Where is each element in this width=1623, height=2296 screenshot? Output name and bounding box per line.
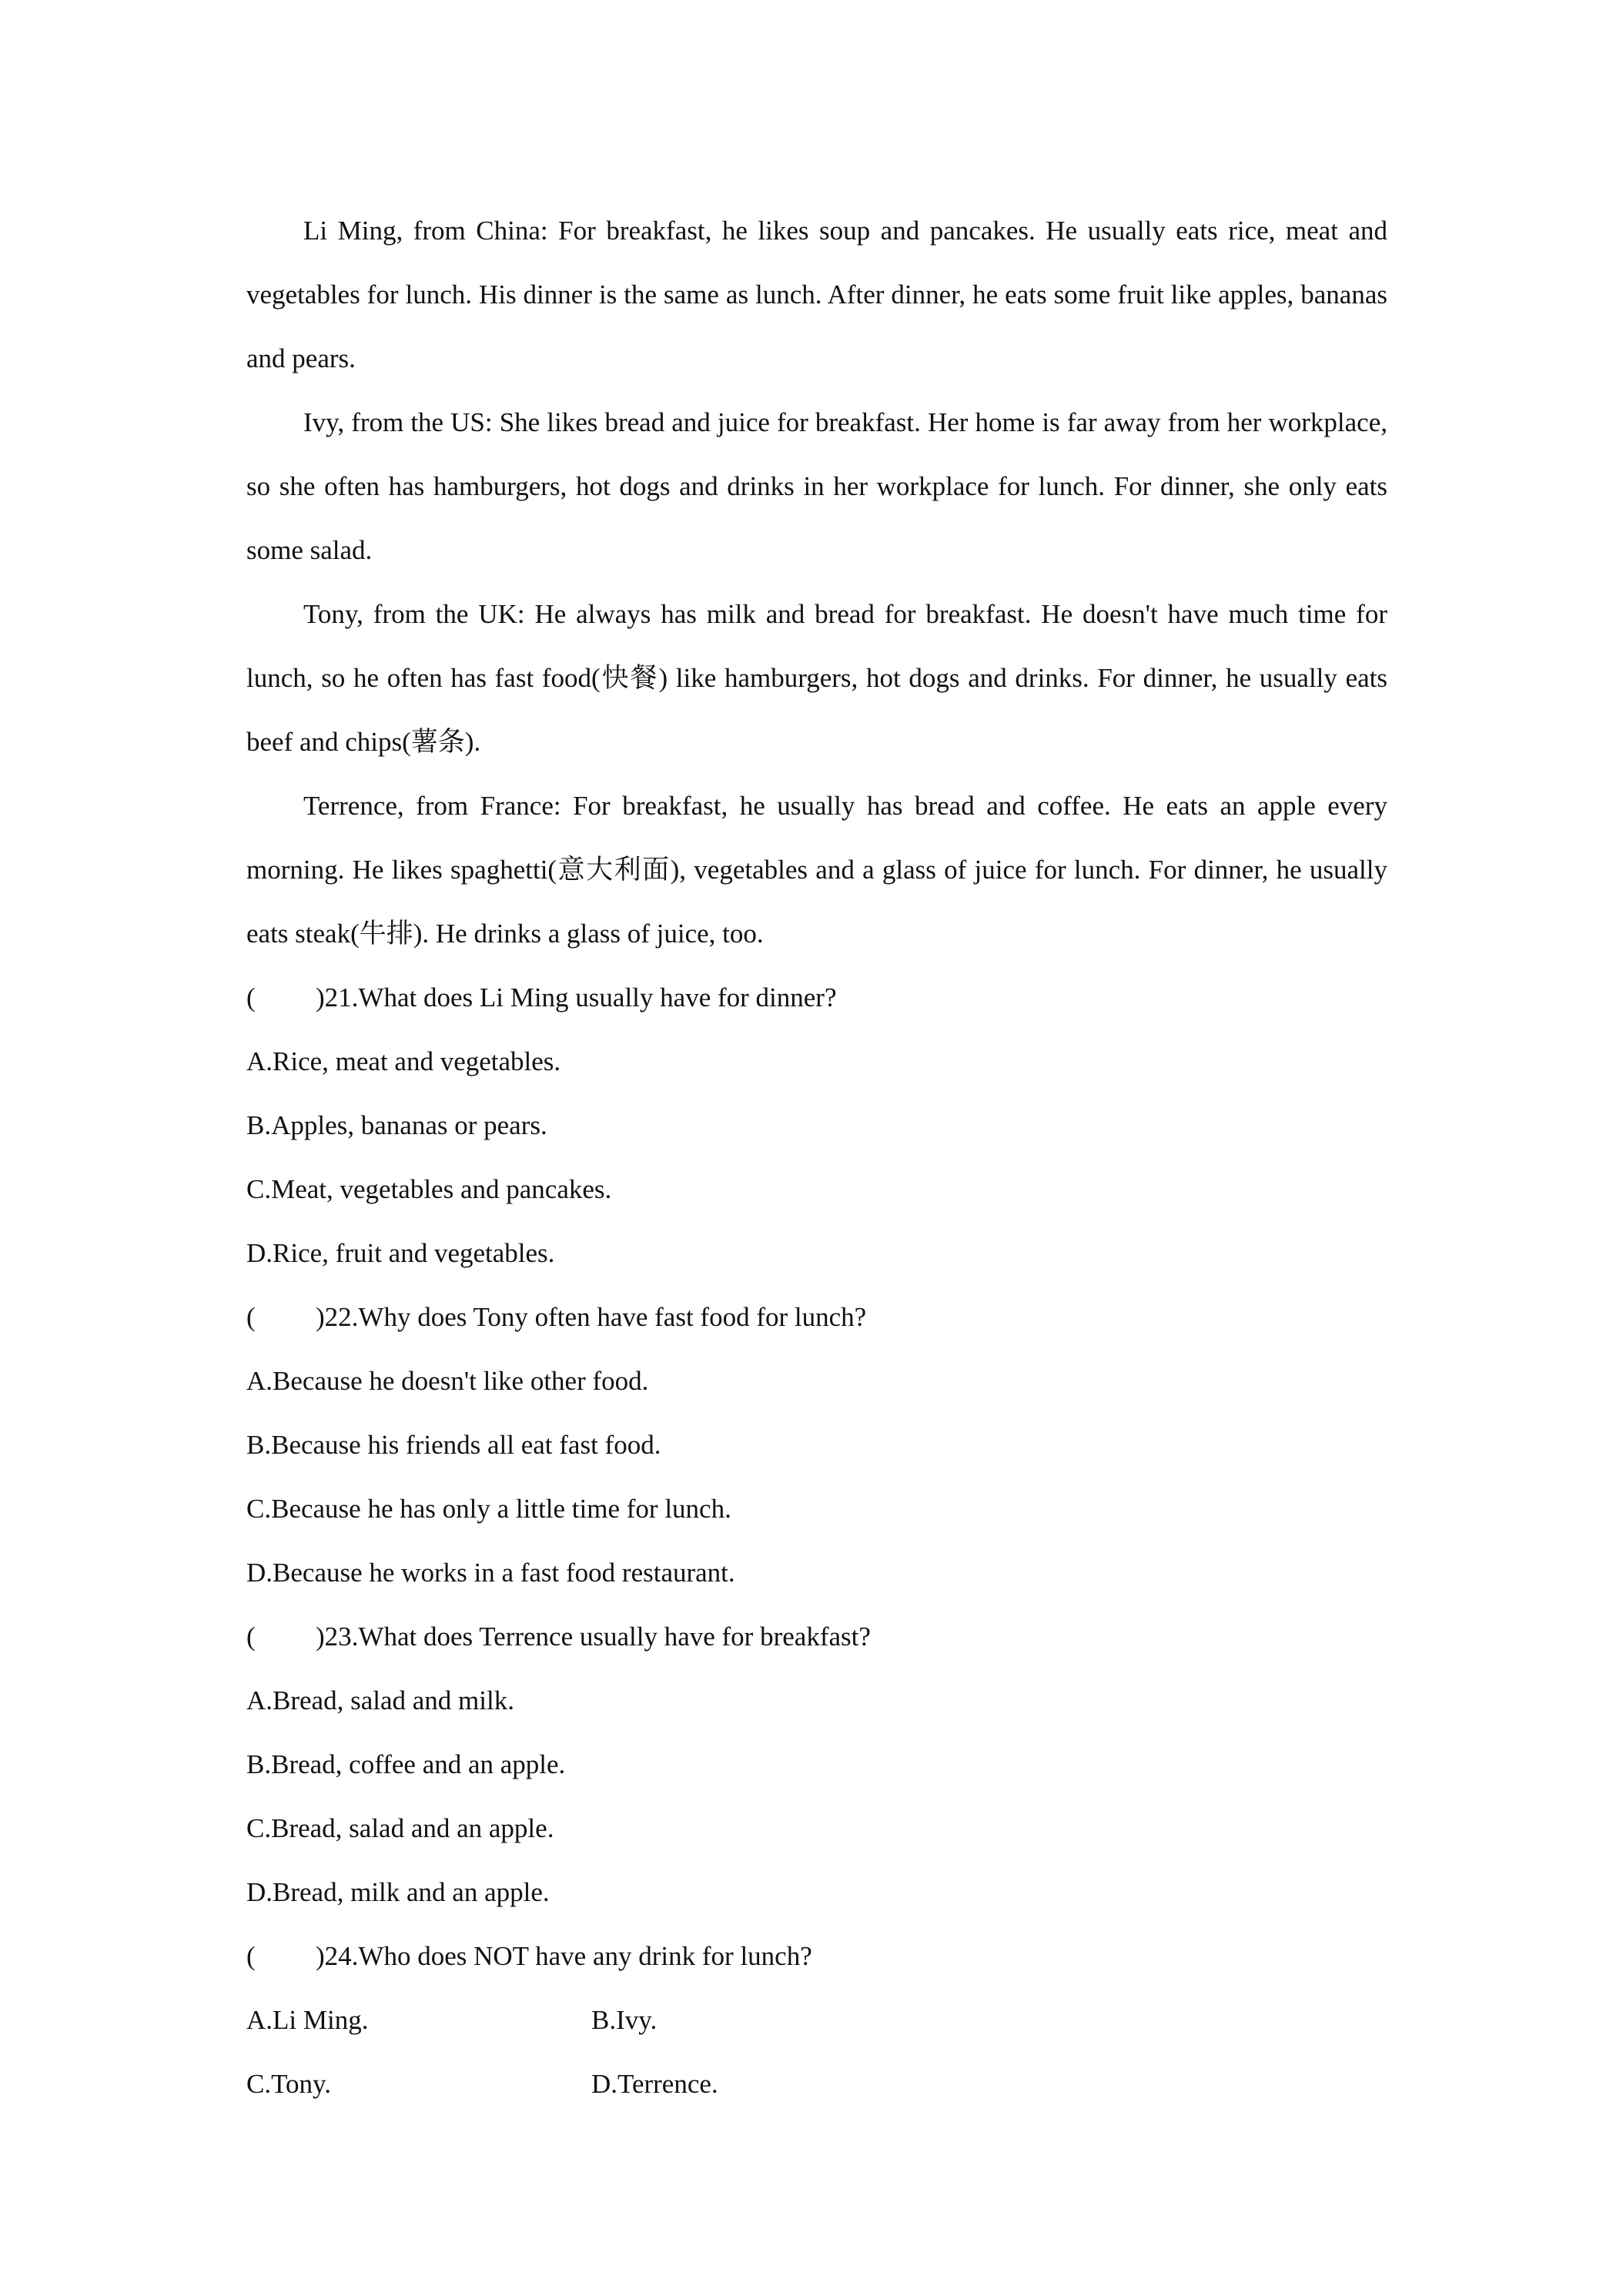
option-b: B.Apples, bananas or pears. [246,1110,547,1140]
question-stem: 22.Why does Tony often have fast food for lunch? [324,1302,867,1332]
option-a: A.Li Ming. [246,2005,369,2035]
option-c: C.Because he has only a little time for lunch. [246,1494,731,1524]
option-row [246,1988,1387,2052]
question-24: ( )24.Who does NOT have any drink for lunch? [246,1924,1387,1988]
option-b: B.Because his friends all eat fast food. [246,1430,661,1460]
option-b: B.Bread, coffee and an apple. [246,1749,566,1779]
question-stem: 24.Who does NOT have any drink for lunch? [324,1941,812,1971]
passage-paragraph-tony: Tony, from the UK: He always has milk and bread for breakfast. He doesn't have much time for lunch, so he often has fast food(快餐) like hamburgers, hot dogs and drinks. For dinner, he usually eats beef and chips(薯条). [246,599,1387,757]
option-a: A.Because he doesn't like other food. [246,1366,649,1396]
question-stem: 21.What does Li Ming usually have for dinner? [324,982,837,1012]
option-b: B.Ivy. [591,2005,658,2035]
passage-paragraph-ivy: Ivy, from the US: She likes bread and juice for breakfast. Her home is far away from her workplace, so she often has hamburgers, hot dogs and drinks in her workplace for lunch. For dinner, she only eats some salad. [246,407,1387,565]
passage-paragraph-terrence: Terrence, from France: For breakfast, he usually has bread and coffee. He eats an apple every morning. He likes spaghetti(意大利面), vegetables and a glass of juice for lunch. For dinner, he usually eats steak(牛排). He drinks a glass of juice, too. [246,791,1387,949]
answer-blank: ( [246,1941,256,1971]
question-stem: 23.What does Terrence usually have for breakfast? [324,1622,871,1652]
option-d: D.Terrence. [591,2069,718,2099]
answer-blank: ( [246,1622,256,1652]
passage-paragraph-li-ming: Li Ming, from China: For breakfast, he likes soup and pancakes. He usually eats rice, meat and vegetables for lunch. His dinner is the same as lunch. After dinner, he eats some fruit like apples, bananas and pears. [246,216,1387,373]
option-d: D.Rice, fruit and vegetables. [246,1238,555,1268]
option-a: A.Rice, meat and vegetables. [246,1046,561,1076]
option-d: D.Bread, milk and an apple. [246,1877,550,1907]
option-c: C.Meat, vegetables and pancakes. [246,1174,612,1204]
option-c: C.Tony. [246,2069,332,2099]
answer-blank: ( [246,982,256,1012]
option-d: D.Because he works in a fast food restaurant. [246,1558,735,1588]
question-22: ( )22.Why does Tony often have fast food for lunch? [246,1285,1387,1349]
answer-blank: ( [246,1302,256,1332]
option-c: C.Bread, salad and an apple. [246,1813,554,1843]
question-23: ( )23.What does Terrence usually have for breakfast? [246,1605,1387,1668]
option-row [246,2052,1387,2116]
question-21: ( )21.What does Li Ming usually have for dinner? [246,966,1387,1029]
worksheet-page [246,199,1387,2116]
option-a: A.Bread, salad and milk. [246,1685,514,1715]
